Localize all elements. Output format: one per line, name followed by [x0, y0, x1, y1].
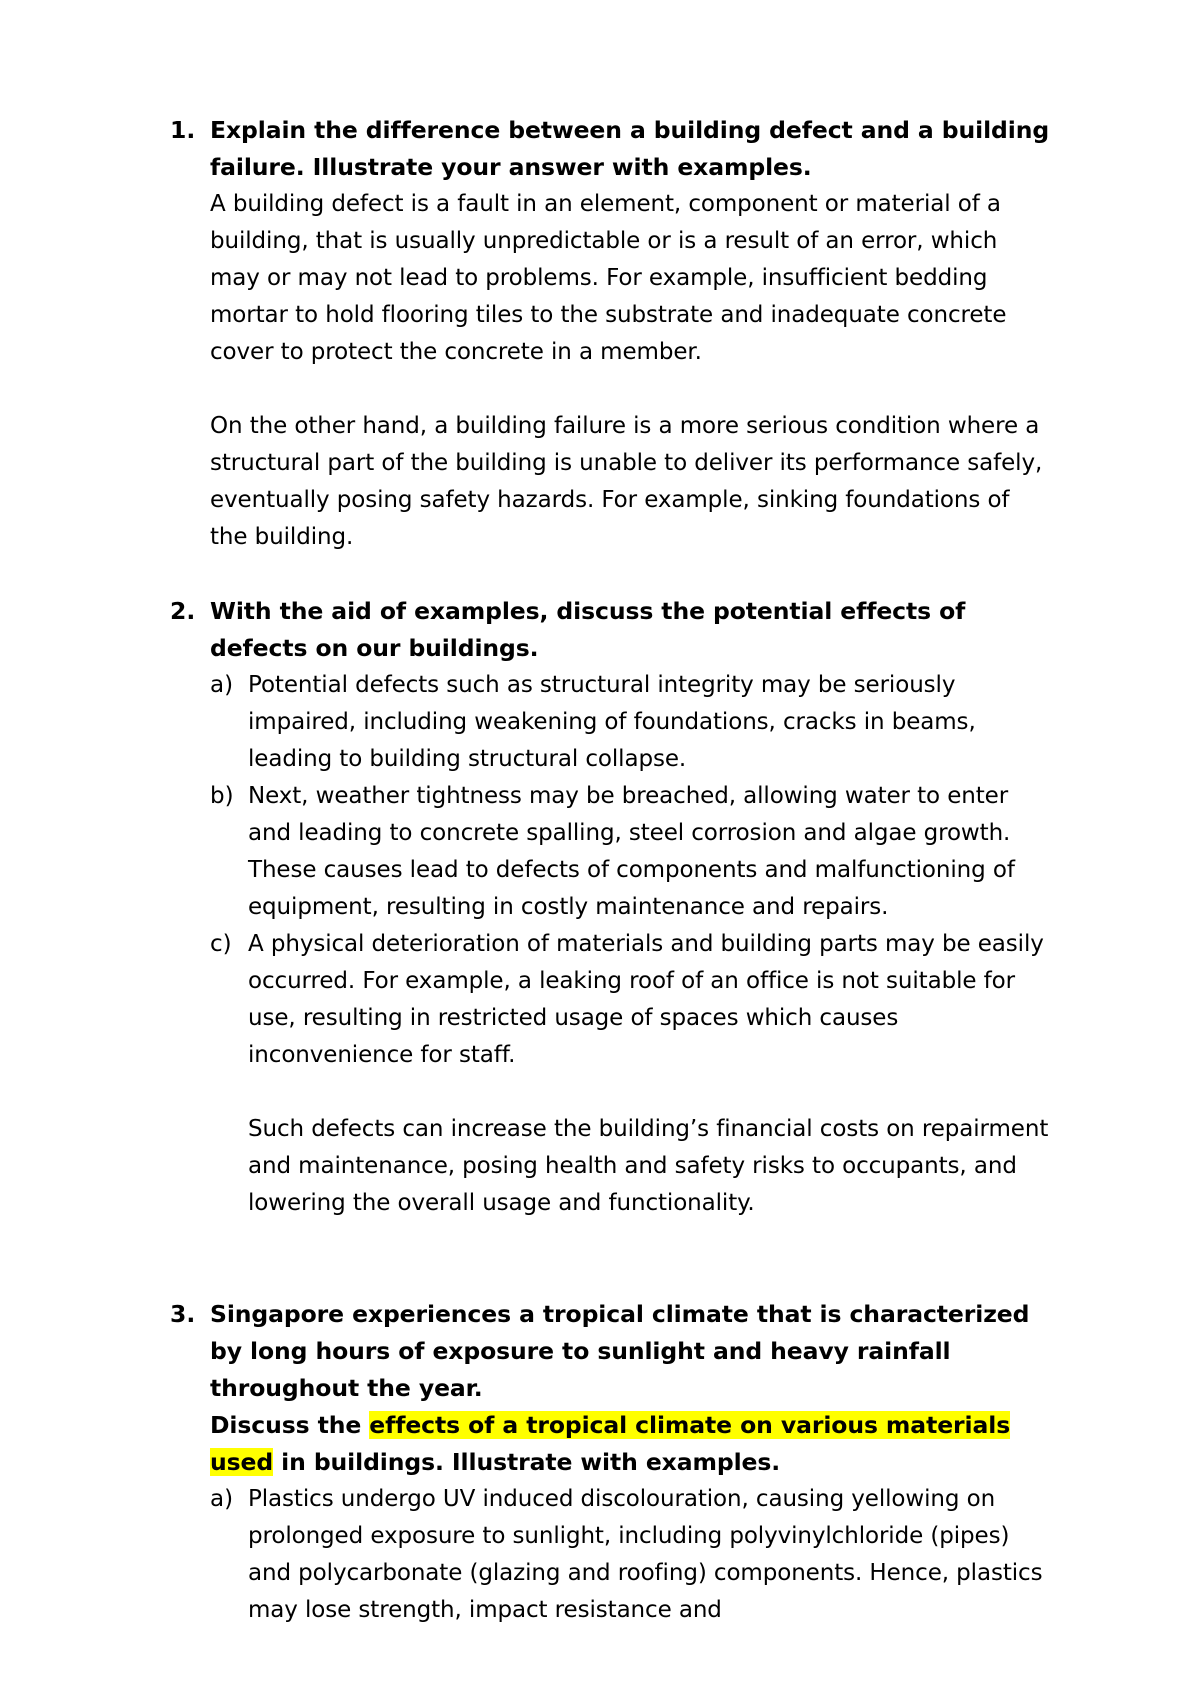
- list-item-text: Plastics undergo UV induced discolouration, causing yellowing on prolonged exposure to sunlight, including polyvinylchloride (pipes) and polycarbonate (glazing and roofing) components. Hence, plastics may lose strength, impact resistance and: [248, 1486, 1043, 1623]
- question-3: [170, 1296, 1050, 1629]
- list-item-text: A physical deterioration of materials and building parts may be easily occurred. For example, a leaking roof of an office is not suitable for use, resulting in restricted usage of spaces which causes inconvenience for staff.: [248, 931, 1044, 1068]
- section-spacer-1: [170, 556, 1050, 593]
- list-item-marker: b): [210, 783, 234, 809]
- list-item: [210, 926, 1050, 1074]
- question-3-number: 3.: [170, 1300, 196, 1328]
- list-item-marker: a): [210, 1486, 234, 1512]
- question-2-closing-paragraph: Such defects can increase the building’s financial costs on repairment and maintenance, posing health and safety risks to occupants, and lowering the overall usage and functionality.: [248, 1116, 1049, 1216]
- list-item-marker: c): [210, 931, 232, 957]
- question-2-sub-list: [210, 667, 1050, 1074]
- paragraph-spacer: [210, 371, 1050, 408]
- list-item: [210, 778, 1050, 926]
- list-item: [210, 667, 1050, 778]
- section-spacer-2: [170, 1222, 1050, 1296]
- question-2-body: [210, 593, 1050, 1222]
- question-1-answer-paragraph-2: On the other hand, a building failure is a more serious condition where a structural part of the building is unable to deliver its performance safely, eventually posing safety hazards. For example, sinking foundations of the building.: [210, 413, 1043, 550]
- list-item: [210, 1481, 1050, 1629]
- question-3-title: Singapore experiences a tropical climate that is characterized by long hours of exposure to sunlight and heavy rainfall throughout the year.: [210, 1300, 1030, 1402]
- question-3-title-discuss-line: [210, 1407, 1050, 1481]
- question-1-number: 1.: [170, 116, 196, 144]
- question-3-sub-list: [210, 1481, 1050, 1629]
- question-3-prefix: Discuss the: [210, 1411, 370, 1439]
- question-2-number: 2.: [170, 597, 196, 625]
- question-3-body: [210, 1296, 1050, 1629]
- paragraph-spacer: [210, 1074, 1050, 1111]
- question-3-highlight: effects of a tropical climate on various materials used: [210, 1411, 1011, 1476]
- question-1: [170, 112, 1050, 556]
- question-2-title: With the aid of examples, discuss the potential effects of defects on our buildings.: [210, 597, 966, 662]
- question-1-answer-paragraph-1: A building defect is a fault in an element, component or material of a building, that is usually unpredictable or is a result of an error, which may or may not lead to problems. For example, insufficient bedding mortar to hold flooring tiles to the substrate and inadequate concrete cover to protect the concrete in a member.: [210, 191, 1007, 365]
- question-3-suffix: in buildings. Illustrate with examples.: [273, 1448, 781, 1476]
- question-block-1: [170, 112, 1050, 556]
- list-item-text: Potential defects such as structural integrity may be seriously impaired, including weakening of foundations, cracks in beams, leading to building structural collapse.: [248, 672, 976, 772]
- list-item-text: Next, weather tightness may be breached, allowing water to enter and leading to concrete spalling, steel corrosion and algae growth. These causes lead to defects of components and malfunctioning of equipment, resulting in costly maintenance and repairs.: [248, 783, 1015, 920]
- question-1-title: Explain the difference between a building defect and a building failure. Illustrate your answer with examples.: [210, 116, 1050, 181]
- list-item-marker: a): [210, 672, 234, 698]
- question-1-body: [210, 112, 1050, 556]
- question-block-3: [170, 1296, 1050, 1629]
- question-block-2: [170, 593, 1050, 1222]
- question-2: [170, 593, 1050, 1222]
